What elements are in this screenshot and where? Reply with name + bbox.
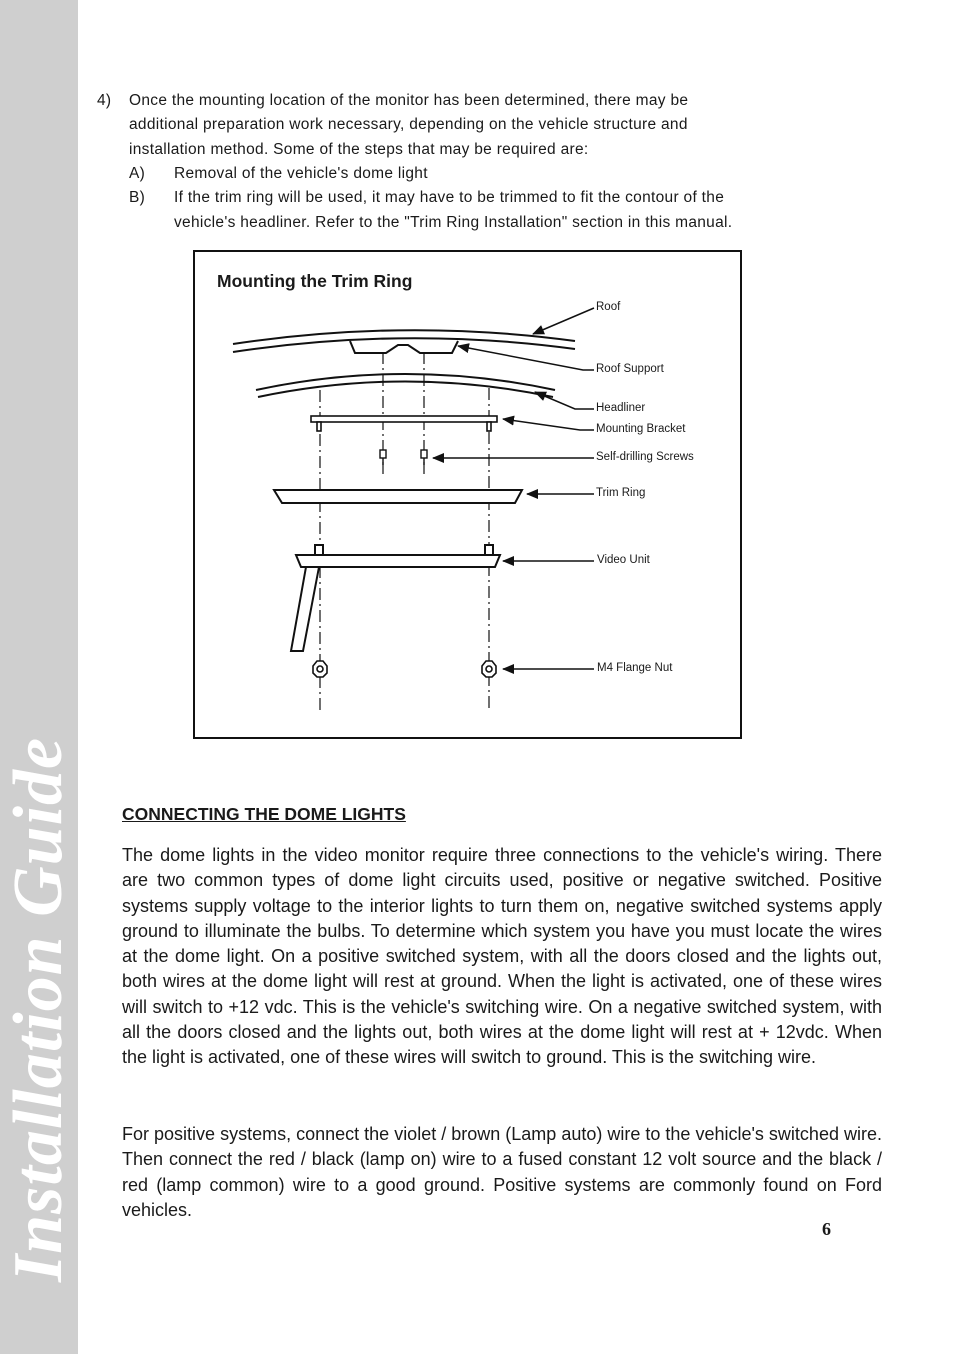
substep-b-line-2: vehicle's headliner. Refer to the "Trim Ring Installation" section in this manual.	[174, 214, 733, 231]
diagram-title: Mounting the Trim Ring	[217, 271, 413, 291]
flange-nut-shapes	[313, 661, 496, 677]
step-line-1: Once the mounting location of the monitor has been determined, there may be	[129, 92, 689, 109]
paragraph-dome-lights: The dome lights in the video monitor require three connections to the vehicle's wiring. There are two common types of dome light circuits used, positive or negative switched. Positive systems supply voltage to the interior lights to turn them on, negative switched systems apply ground to illuminate the bulbs. To determine which system you have you must locate the wires at the dome light. On a positive switched system, with all the doors closed and the lights out, both wires at the dome light will rest at ground. When the light is activated, one of these wires will switch to +12 vdc. This is the vehicle's switching wire. On a negative switched system, with all the doors closed and the lights out, both wires at the dome light will rest at + 12vdc. When the light is activated, one of these wires will switch to ground. This is the switching wire.	[122, 845, 882, 1068]
trim-ring-shape	[274, 490, 522, 503]
label-roof-support: Roof Support	[596, 363, 664, 375]
label-flange-nut: M4 Flange Nut	[597, 662, 673, 674]
label-video-unit: Video Unit	[597, 554, 650, 566]
roof-shape	[233, 330, 575, 344]
mounting-bracket-shape	[311, 416, 497, 431]
page-number: 6	[822, 1219, 831, 1239]
substep-a-label: A)	[129, 165, 146, 182]
label-roof: Roof	[596, 301, 621, 313]
roof-support-shape	[350, 341, 458, 353]
label-screws: Self-drilling Screws	[596, 451, 694, 463]
video-unit-shape	[291, 545, 500, 651]
section-heading: CONNECTING THE DOME LIGHTS	[122, 804, 406, 824]
screw-shapes	[380, 450, 427, 465]
label-mounting-bracket: Mounting Bracket	[596, 423, 686, 435]
substep-b-line-1: If the trim ring will be used, it may have to be trimmed to fit the contour of the	[174, 189, 725, 206]
label-headliner: Headliner	[596, 402, 646, 414]
substep-b-label: B)	[129, 189, 146, 206]
step-line-2: additional preparation work necessary, depending on the vehicle structure and	[129, 116, 688, 133]
sidebar-title: Installation Guide	[0, 736, 77, 1282]
label-trim-ring: Trim Ring	[596, 487, 646, 499]
substep-a-text: Removal of the vehicle's dome light	[174, 165, 428, 182]
paragraph-positive-systems: For positive systems, connect the violet / brown (Lamp auto) wire to the vehicle's switched wire. Then connect the red / black (lamp on) wire to a fused constant 12 volt source and the black / red (lamp common) wire to a good ground. Positive systems are commonly found on Ford vehicles.	[122, 1124, 882, 1220]
step-line-3: installation method. Some of the steps that may be required are:	[129, 141, 589, 158]
step-number: 4)	[97, 92, 112, 109]
